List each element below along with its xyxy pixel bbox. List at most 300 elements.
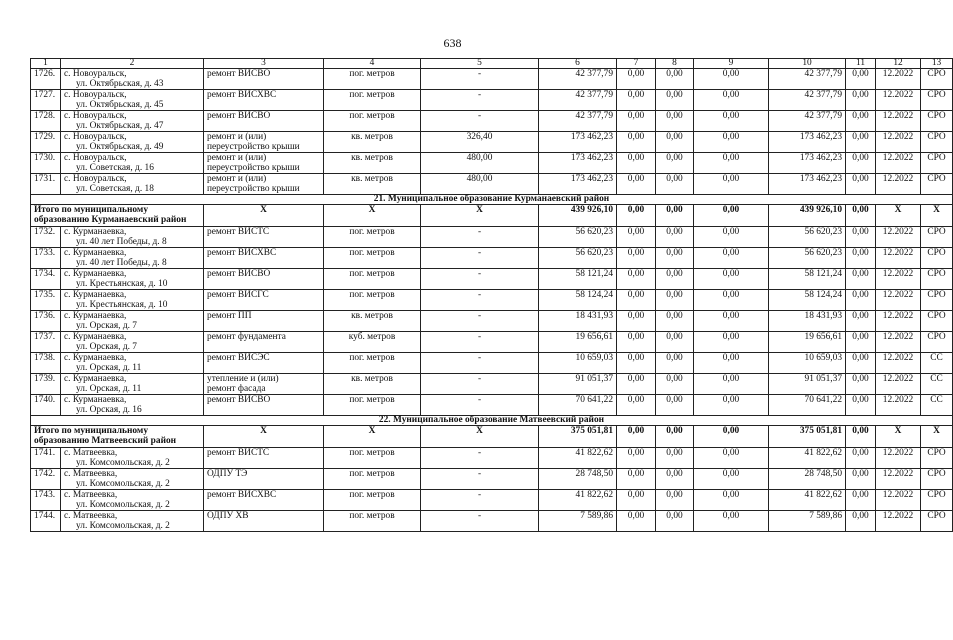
work-type-cell <box>204 332 324 353</box>
quantity-cell: - <box>421 395 539 416</box>
unit-cell: кв. метров <box>324 132 421 153</box>
col-header-6: 6 <box>539 59 617 69</box>
quantity-cell: - <box>421 69 539 90</box>
row-number: 1741. <box>31 448 61 469</box>
table-row <box>31 332 953 353</box>
method-cell: СРО <box>921 311 953 332</box>
cost-col-11: 0,00 <box>846 132 876 153</box>
cost-col-8: 0,00 <box>656 311 694 332</box>
deadline-cell: 12.2022 <box>876 153 921 174</box>
total-label-line-1: Итого по муниципальному <box>34 426 149 436</box>
address-line-2: ул. 40 лет Победы, д. 8 <box>76 237 167 247</box>
unit-cell: пог. метров <box>324 395 421 416</box>
work-type-line-1: ремонт ВИСХВС <box>207 90 277 100</box>
table-row <box>31 395 953 416</box>
cost-col-8: 0,00 <box>656 448 694 469</box>
deadline-cell: 12.2022 <box>876 269 921 290</box>
cost-col-10: 42 377,79 <box>769 111 846 132</box>
address-line-1: с. Курманаевка, <box>64 269 127 279</box>
cost-col-9: 0,00 <box>694 511 769 532</box>
row-number: 1736. <box>31 311 61 332</box>
row-number: 1744. <box>31 511 61 532</box>
method-cell: СРО <box>921 511 953 532</box>
cost-col-9: 0,00 <box>694 332 769 353</box>
address-line-1: с. Новоуральск, <box>64 69 127 79</box>
deadline-cell: 12.2022 <box>876 311 921 332</box>
total-col-10: 375 051,81 <box>769 426 846 448</box>
address-line-1: с. Новоуральск, <box>64 174 127 184</box>
cost-col-8: 0,00 <box>656 69 694 90</box>
work-type-cell <box>204 269 324 290</box>
work-type-line-1: ремонт фундамента <box>207 332 286 342</box>
total-x-12: X <box>876 426 921 448</box>
table-row <box>31 248 953 269</box>
row-number: 1742. <box>31 469 61 490</box>
cost-col-11: 0,00 <box>846 290 876 311</box>
unit-cell: кв. метров <box>324 174 421 195</box>
cost-col-7: 0,00 <box>617 111 656 132</box>
cost-col-10: 173 462,23 <box>769 153 846 174</box>
cost-col-9: 0,00 <box>694 248 769 269</box>
cost-col-7: 0,00 <box>617 227 656 248</box>
quantity-cell: - <box>421 90 539 111</box>
quantity-cell: - <box>421 448 539 469</box>
deadline-cell: 12.2022 <box>876 132 921 153</box>
cost-col-10: 19 656,61 <box>769 332 846 353</box>
cost-col-10: 58 124,24 <box>769 290 846 311</box>
cost-col-8: 0,00 <box>656 374 694 395</box>
deadline-cell: 12.2022 <box>876 395 921 416</box>
work-type-line-1: ремонт ВИСВО <box>207 111 271 121</box>
cost-col-10: 58 121,24 <box>769 269 846 290</box>
deadline-cell: 12.2022 <box>876 69 921 90</box>
total-row <box>31 426 953 448</box>
cost-total-cell: 58 124,24 <box>539 290 617 311</box>
cost-col-7: 0,00 <box>617 248 656 269</box>
work-type-cell <box>204 395 324 416</box>
work-type-cell <box>204 353 324 374</box>
section-title: 22. Муниципальное образование Матвеевский район <box>31 416 953 426</box>
total-x-4: X <box>324 426 421 448</box>
cost-col-9: 0,00 <box>694 448 769 469</box>
method-cell: СРО <box>921 69 953 90</box>
cost-col-9: 0,00 <box>694 490 769 511</box>
address-line-1: с. Новоуральск, <box>64 90 127 100</box>
cost-col-10: 42 377,79 <box>769 69 846 90</box>
total-col-11: 0,00 <box>846 426 876 448</box>
address-cell <box>61 227 204 248</box>
work-type-line-1: ремонт ВИСТС <box>207 448 270 458</box>
table-row <box>31 311 953 332</box>
quantity-cell: 480,00 <box>421 174 539 195</box>
work-type-cell <box>204 111 324 132</box>
address-line-2: ул. Октябрьская, д. 45 <box>76 100 164 110</box>
unit-cell: пог. метров <box>324 511 421 532</box>
deadline-cell: 12.2022 <box>876 353 921 374</box>
cost-col-8: 0,00 <box>656 353 694 374</box>
row-number: 1731. <box>31 174 61 195</box>
table-row <box>31 227 953 248</box>
total-col-11: 0,00 <box>846 205 876 227</box>
method-cell: СРО <box>921 174 953 195</box>
work-type-line-1: ремонт ВИСХВС <box>207 248 277 258</box>
unit-cell: пог. метров <box>324 69 421 90</box>
deadline-cell: 12.2022 <box>876 90 921 111</box>
method-cell: СРО <box>921 448 953 469</box>
cost-total-cell: 56 620,23 <box>539 248 617 269</box>
address-line-2: ул. Орская, д. 7 <box>76 342 137 352</box>
address-line-1: с. Курманаевка, <box>64 353 127 363</box>
unit-cell: пог. метров <box>324 227 421 248</box>
quantity-cell: - <box>421 511 539 532</box>
cost-col-9: 0,00 <box>694 374 769 395</box>
col-header-9: 9 <box>694 59 769 69</box>
cost-col-7: 0,00 <box>617 290 656 311</box>
total-col-10: 439 926,10 <box>769 205 846 227</box>
table-body <box>31 59 953 532</box>
total-col-9: 0,00 <box>694 205 769 227</box>
total-cost: 375 051,81 <box>539 426 617 448</box>
cost-col-10: 7 589,86 <box>769 511 846 532</box>
cost-col-11: 0,00 <box>846 69 876 90</box>
cost-col-10: 10 659,03 <box>769 353 846 374</box>
cost-col-11: 0,00 <box>846 490 876 511</box>
work-type-line-2: переустройство крыши <box>207 163 300 173</box>
col-header-5: 5 <box>421 59 539 69</box>
cost-total-cell: 42 377,79 <box>539 69 617 90</box>
method-cell: СРО <box>921 269 953 290</box>
quantity-cell: - <box>421 248 539 269</box>
table-row <box>31 490 953 511</box>
unit-cell: кв. метров <box>324 374 421 395</box>
col-header-8: 8 <box>656 59 694 69</box>
total-col-8: 0,00 <box>656 426 694 448</box>
address-line-2: ул. Советская, д. 18 <box>76 184 154 194</box>
cost-col-11: 0,00 <box>846 174 876 195</box>
work-type-line-1: ремонт ВИСВО <box>207 269 271 279</box>
table-row <box>31 69 953 90</box>
address-cell <box>61 132 204 153</box>
cost-col-7: 0,00 <box>617 174 656 195</box>
table-row <box>31 174 953 195</box>
cost-col-11: 0,00 <box>846 374 876 395</box>
work-type-line-2: переустройство крыши <box>207 184 300 194</box>
row-number: 1739. <box>31 374 61 395</box>
cost-col-11: 0,00 <box>846 395 876 416</box>
address-line-1: с. Матвеевка, <box>64 490 118 500</box>
cost-total-cell: 10 659,03 <box>539 353 617 374</box>
cost-col-8: 0,00 <box>656 153 694 174</box>
quantity-cell: - <box>421 353 539 374</box>
method-cell: СРО <box>921 227 953 248</box>
deadline-cell: 12.2022 <box>876 174 921 195</box>
unit-cell: пог. метров <box>324 469 421 490</box>
total-label-line-2: образованию Курманаевский район <box>34 215 187 225</box>
address-cell <box>61 90 204 111</box>
cost-col-10: 56 620,23 <box>769 248 846 269</box>
address-line-1: с. Курманаевка, <box>64 248 127 258</box>
method-cell: СРО <box>921 490 953 511</box>
address-cell <box>61 511 204 532</box>
work-type-cell <box>204 174 324 195</box>
page-number: 638 <box>443 36 462 50</box>
row-number: 1735. <box>31 290 61 311</box>
unit-cell: пог. метров <box>324 90 421 111</box>
work-type-line-1: утепление и (или) <box>207 374 279 384</box>
cost-col-11: 0,00 <box>846 448 876 469</box>
row-number: 1734. <box>31 269 61 290</box>
address-line-2: ул. Орская, д. 11 <box>76 384 142 394</box>
cost-col-10: 41 822,62 <box>769 448 846 469</box>
address-line-1: с. Курманаевка, <box>64 290 127 300</box>
cost-col-7: 0,00 <box>617 353 656 374</box>
address-cell <box>61 69 204 90</box>
cost-total-cell: 56 620,23 <box>539 227 617 248</box>
cost-col-9: 0,00 <box>694 132 769 153</box>
row-number: 1727. <box>31 90 61 111</box>
total-x-13: X <box>921 205 953 227</box>
work-type-line-2: переустройство крыши <box>207 142 300 152</box>
cost-total-cell: 41 822,62 <box>539 490 617 511</box>
address-cell <box>61 490 204 511</box>
deadline-cell: 12.2022 <box>876 290 921 311</box>
cost-col-7: 0,00 <box>617 448 656 469</box>
total-label-line-1: Итого по муниципальному <box>34 205 149 215</box>
address-line-2: ул. Крестьянская, д. 10 <box>76 279 168 289</box>
work-type-line-2: ремонт фасада <box>207 384 266 394</box>
cost-col-8: 0,00 <box>656 174 694 195</box>
method-cell: СС <box>921 353 953 374</box>
deadline-cell: 12.2022 <box>876 374 921 395</box>
table-row <box>31 448 953 469</box>
cost-total-cell: 58 121,24 <box>539 269 617 290</box>
cost-total-cell: 173 462,23 <box>539 153 617 174</box>
cost-col-9: 0,00 <box>694 153 769 174</box>
cost-col-9: 0,00 <box>694 290 769 311</box>
address-line-1: с. Курманаевка, <box>64 311 127 321</box>
cost-col-7: 0,00 <box>617 90 656 111</box>
method-cell: СС <box>921 395 953 416</box>
col-header-10: 10 <box>769 59 846 69</box>
cost-col-9: 0,00 <box>694 111 769 132</box>
cost-col-7: 0,00 <box>617 311 656 332</box>
work-type-line-1: ремонт ВИСВО <box>207 395 271 405</box>
total-x-5: X <box>421 426 539 448</box>
address-line-2: ул. Октябрьская, д. 43 <box>76 79 164 89</box>
cost-col-11: 0,00 <box>846 311 876 332</box>
cost-col-10: 173 462,23 <box>769 174 846 195</box>
section-heading-row <box>31 416 953 426</box>
table-row <box>31 269 953 290</box>
address-cell <box>61 353 204 374</box>
deadline-cell: 12.2022 <box>876 448 921 469</box>
section-title: 21. Муниципальное образование Курманаевский район <box>31 195 953 205</box>
work-type-line-1: ремонт и (или) <box>207 174 267 184</box>
work-type-line-1: ремонт ВИСТС <box>207 227 270 237</box>
cost-col-7: 0,00 <box>617 395 656 416</box>
cost-col-9: 0,00 <box>694 69 769 90</box>
total-cost: 439 926,10 <box>539 205 617 227</box>
cost-total-cell: 70 641,22 <box>539 395 617 416</box>
cost-col-7: 0,00 <box>617 332 656 353</box>
cost-total-cell: 42 377,79 <box>539 90 617 111</box>
cost-col-10: 56 620,23 <box>769 227 846 248</box>
quantity-cell: - <box>421 290 539 311</box>
work-type-line-1: ремонт ВИСГС <box>207 290 269 300</box>
row-number: 1740. <box>31 395 61 416</box>
table-row <box>31 469 953 490</box>
cost-col-9: 0,00 <box>694 469 769 490</box>
unit-cell: пог. метров <box>324 111 421 132</box>
work-type-line-1: ОДПУ ХВ <box>207 511 249 521</box>
address-line-1: с. Курманаевка, <box>64 332 127 342</box>
work-type-line-1: ремонт ВИСХВС <box>207 490 277 500</box>
total-x-4: X <box>324 205 421 227</box>
address-line-1: с. Матвеевка, <box>64 448 118 458</box>
cost-col-11: 0,00 <box>846 153 876 174</box>
col-header-7: 7 <box>617 59 656 69</box>
cost-col-7: 0,00 <box>617 490 656 511</box>
work-type-line-1: ремонт ПП <box>207 311 252 321</box>
cost-total-cell: 28 748,50 <box>539 469 617 490</box>
table-row <box>31 374 953 395</box>
quantity-cell: 480,00 <box>421 153 539 174</box>
cost-col-11: 0,00 <box>846 111 876 132</box>
method-cell: СРО <box>921 111 953 132</box>
cost-col-11: 0,00 <box>846 269 876 290</box>
work-type-line-1: ОДПУ ТЭ <box>207 469 248 479</box>
unit-cell: кв. метров <box>324 153 421 174</box>
address-line-2: ул. Крестьянская, д. 10 <box>76 300 168 310</box>
cost-col-9: 0,00 <box>694 227 769 248</box>
deadline-cell: 12.2022 <box>876 511 921 532</box>
total-x-3: X <box>204 426 324 448</box>
method-cell: СРО <box>921 153 953 174</box>
row-number: 1728. <box>31 111 61 132</box>
address-line-1: с. Курманаевка, <box>64 227 127 237</box>
quantity-cell: - <box>421 111 539 132</box>
work-type-line-1: ремонт и (или) <box>207 132 267 142</box>
address-line-1: с. Матвеевка, <box>64 511 118 521</box>
cost-col-8: 0,00 <box>656 269 694 290</box>
work-type-cell <box>204 511 324 532</box>
address-cell <box>61 448 204 469</box>
unit-cell: пог. метров <box>324 353 421 374</box>
address-line-2: ул. Комсомольская, д. 2 <box>76 521 170 531</box>
cost-col-11: 0,00 <box>846 511 876 532</box>
address-line-1: с. Новоуральск, <box>64 153 127 163</box>
address-cell <box>61 469 204 490</box>
deadline-cell: 12.2022 <box>876 248 921 269</box>
cost-col-11: 0,00 <box>846 90 876 111</box>
total-label <box>31 205 204 227</box>
work-type-cell <box>204 248 324 269</box>
deadline-cell: 12.2022 <box>876 490 921 511</box>
work-type-cell <box>204 153 324 174</box>
address-cell <box>61 153 204 174</box>
quantity-cell: - <box>421 311 539 332</box>
column-number-row <box>31 59 953 69</box>
quantity-cell: - <box>421 490 539 511</box>
cost-col-10: 70 641,22 <box>769 395 846 416</box>
quantity-cell: - <box>421 332 539 353</box>
cost-col-9: 0,00 <box>694 311 769 332</box>
cost-col-7: 0,00 <box>617 153 656 174</box>
cost-col-9: 0,00 <box>694 174 769 195</box>
work-type-cell <box>204 311 324 332</box>
cost-total-cell: 173 462,23 <box>539 174 617 195</box>
cost-col-7: 0,00 <box>617 469 656 490</box>
quantity-cell: - <box>421 374 539 395</box>
cost-total-cell: 7 589,86 <box>539 511 617 532</box>
cost-col-8: 0,00 <box>656 469 694 490</box>
work-type-cell <box>204 448 324 469</box>
total-col-8: 0,00 <box>656 205 694 227</box>
cost-col-8: 0,00 <box>656 132 694 153</box>
cost-col-10: 41 822,62 <box>769 490 846 511</box>
col-header-2: 2 <box>61 59 204 69</box>
work-type-line-1: ремонт ВИСЭС <box>207 353 270 363</box>
cost-col-9: 0,00 <box>694 395 769 416</box>
cost-total-cell: 19 656,61 <box>539 332 617 353</box>
address-cell <box>61 111 204 132</box>
address-cell <box>61 290 204 311</box>
work-type-cell <box>204 374 324 395</box>
row-number: 1737. <box>31 332 61 353</box>
method-cell: СРО <box>921 469 953 490</box>
cost-col-10: 28 748,50 <box>769 469 846 490</box>
repair-program-table <box>30 58 953 532</box>
address-line-2: ул. Комсомольская, д. 2 <box>76 500 170 510</box>
work-type-line-1: ремонт и (или) <box>207 153 267 163</box>
address-cell <box>61 374 204 395</box>
col-header-3: 3 <box>204 59 324 69</box>
table-row <box>31 290 953 311</box>
unit-cell: пог. метров <box>324 490 421 511</box>
method-cell: СРО <box>921 248 953 269</box>
cost-col-7: 0,00 <box>617 132 656 153</box>
deadline-cell: 12.2022 <box>876 469 921 490</box>
quantity-cell: - <box>421 269 539 290</box>
method-cell: СРО <box>921 290 953 311</box>
address-line-1: с. Курманаевка, <box>64 395 127 405</box>
total-col-7: 0,00 <box>617 205 656 227</box>
address-line-2: ул. Орская, д. 16 <box>76 405 142 415</box>
cost-total-cell: 42 377,79 <box>539 111 617 132</box>
unit-cell: пог. метров <box>324 290 421 311</box>
total-x-12: X <box>876 205 921 227</box>
work-type-cell <box>204 490 324 511</box>
work-type-line-1: ремонт ВИСВО <box>207 69 271 79</box>
work-type-cell <box>204 69 324 90</box>
address-line-2: ул. Советская, д. 16 <box>76 163 154 173</box>
address-cell <box>61 311 204 332</box>
cost-total-cell: 173 462,23 <box>539 132 617 153</box>
col-header-1: 1 <box>31 59 61 69</box>
cost-col-10: 42 377,79 <box>769 90 846 111</box>
cost-col-9: 0,00 <box>694 90 769 111</box>
method-cell: СС <box>921 374 953 395</box>
address-line-2: ул. Комсомольская, д. 2 <box>76 479 170 489</box>
cost-col-8: 0,00 <box>656 395 694 416</box>
unit-cell: пог. метров <box>324 248 421 269</box>
quantity-cell: - <box>421 469 539 490</box>
cost-col-7: 0,00 <box>617 511 656 532</box>
cost-col-11: 0,00 <box>846 469 876 490</box>
cost-col-8: 0,00 <box>656 490 694 511</box>
unit-cell: пог. метров <box>324 269 421 290</box>
address-cell <box>61 395 204 416</box>
